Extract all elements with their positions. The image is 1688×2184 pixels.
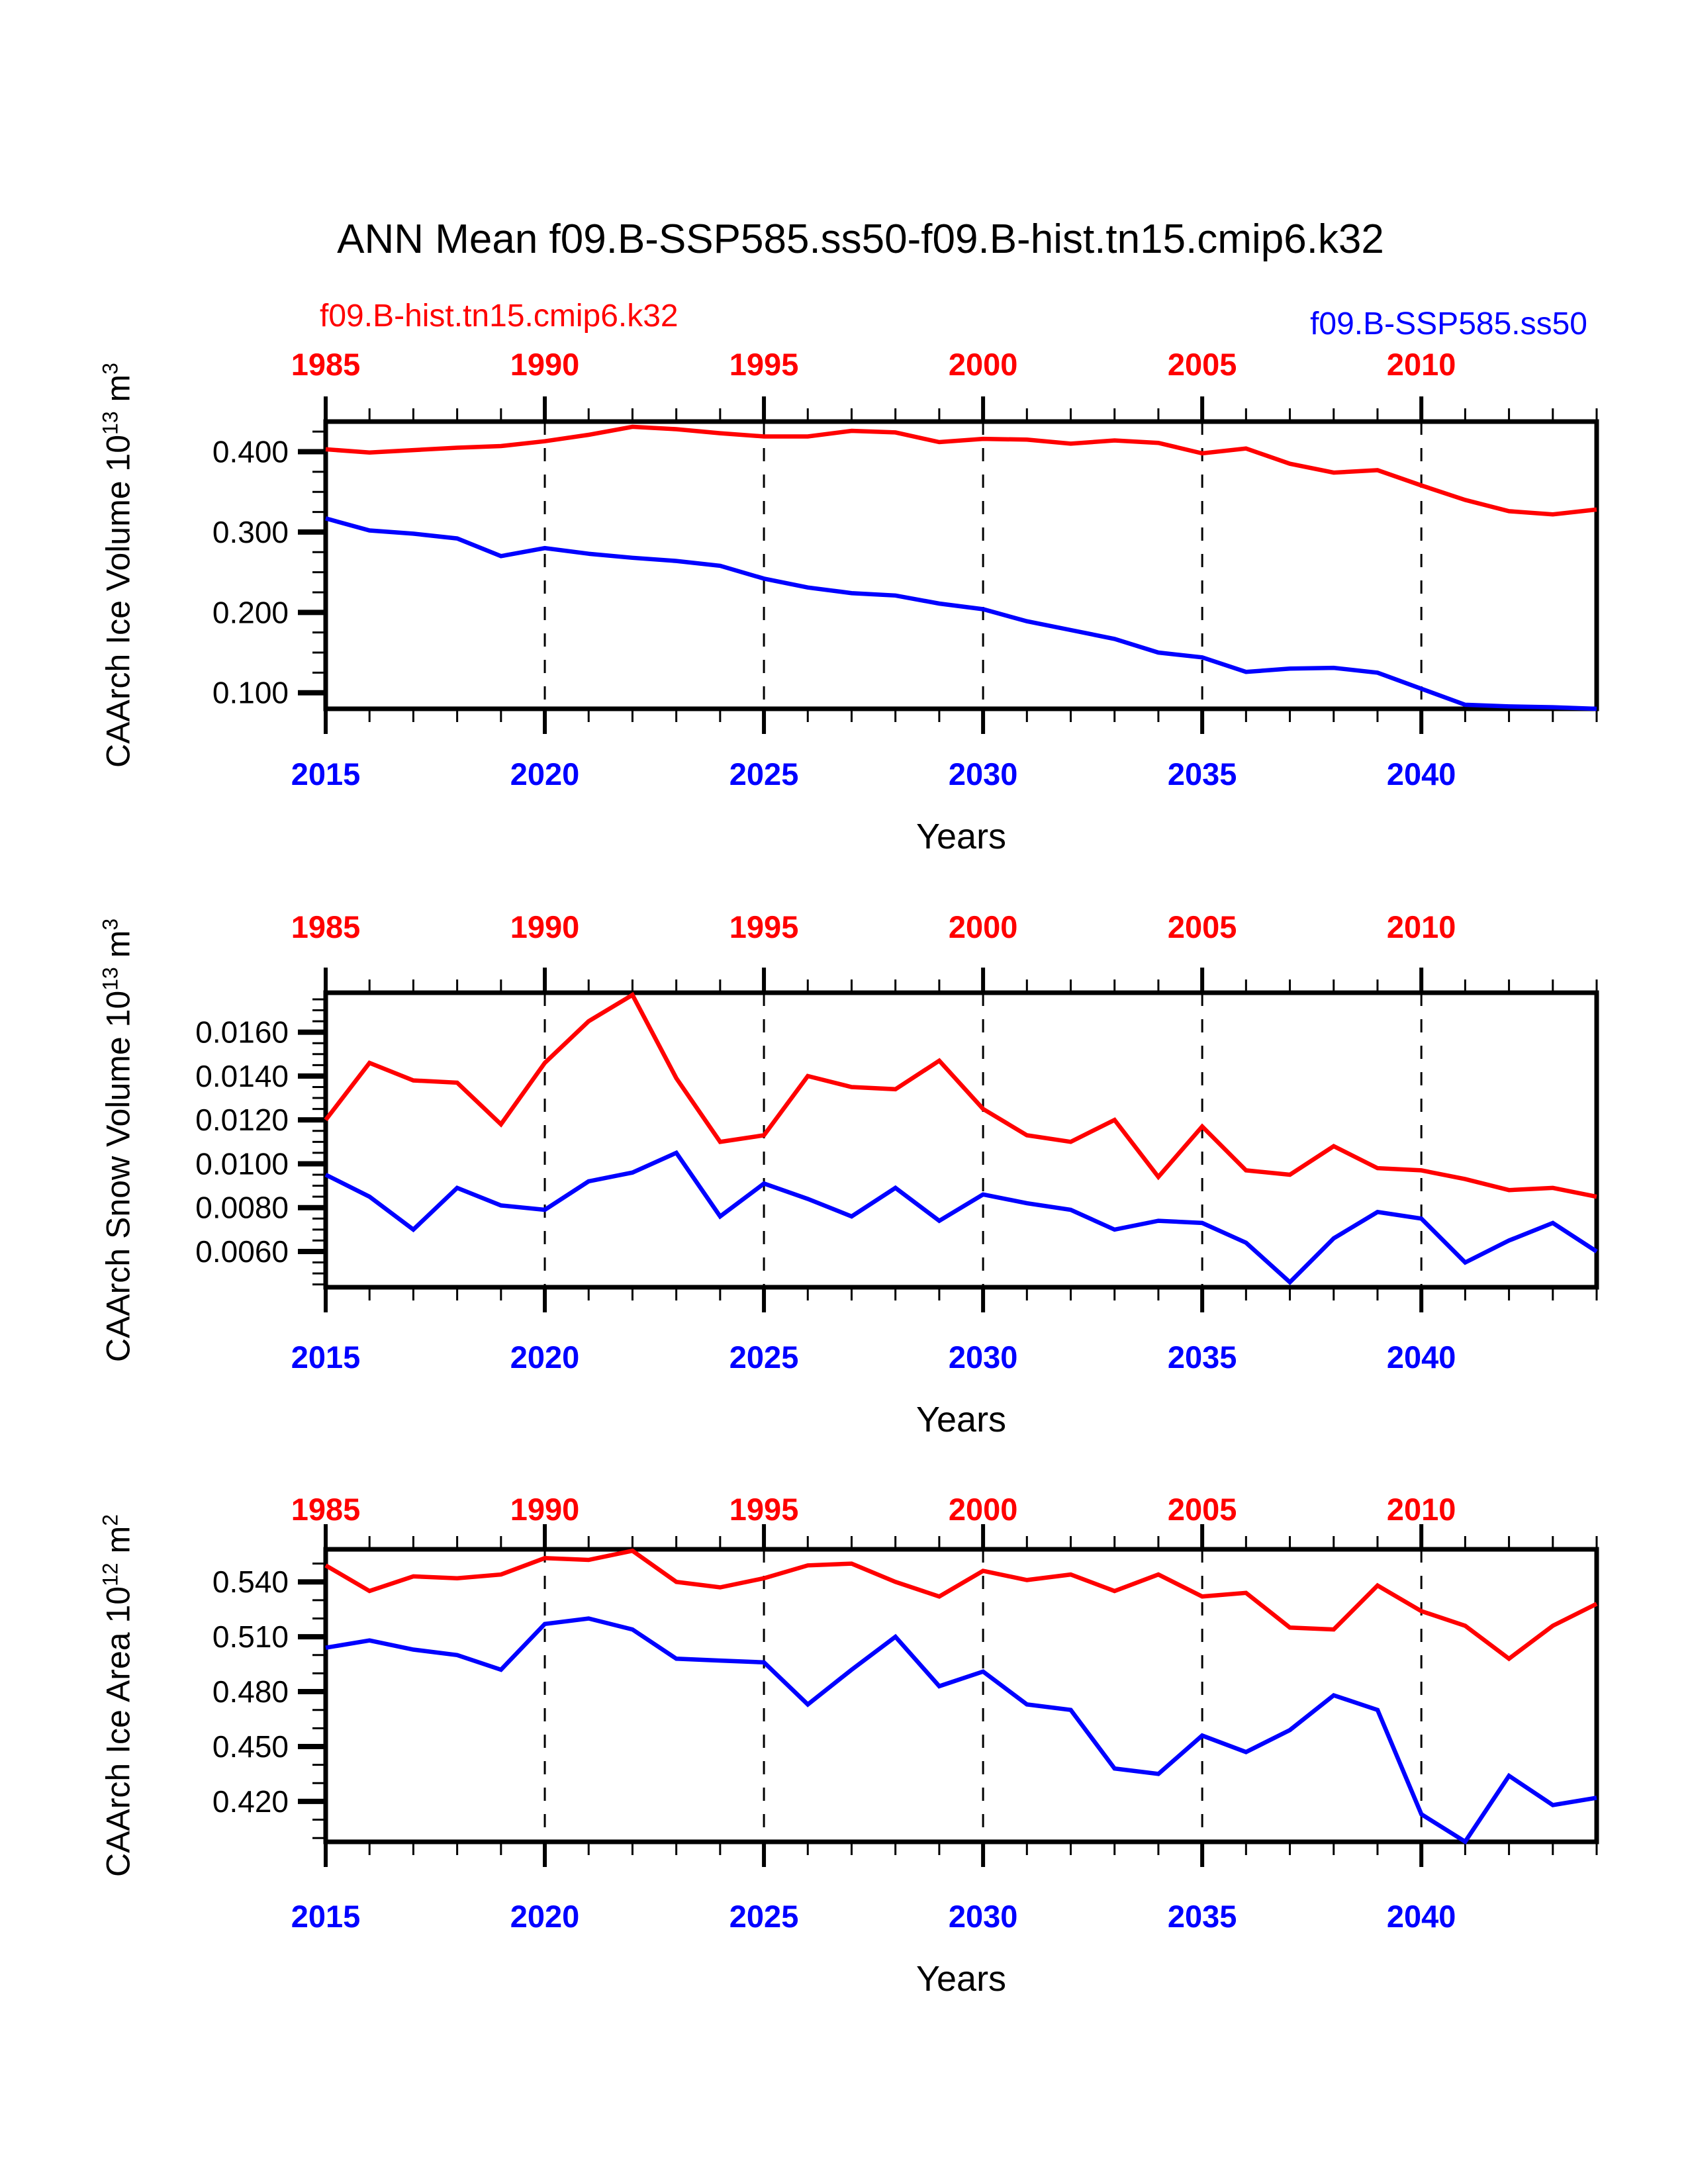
x-axis-title: Years [915,1959,1007,1999]
series-line-ssp [326,1153,1597,1283]
top-axis-year-label: 1995 [729,909,799,944]
bottom-axis-year-label: 2020 [510,1899,580,1934]
ylabel-snow-volume: CAArch Snow Volume $10^{13}$ $m^3$ [98,918,137,1362]
top-axis-year-label: 1990 [510,347,580,382]
bottom-axis-year-label: 2025 [729,756,799,792]
y-tick-label: 0.0120 [195,1103,289,1138]
legend-hist-label: f09.B-hist.tn15.cmip6.k32 [320,298,679,334]
series-line-hist [326,995,1597,1197]
series-line-hist [326,1551,1597,1659]
top-axis-year-label: 1995 [729,1492,799,1527]
bottom-axis-year-label: 2025 [729,1899,799,1934]
bottom-axis-year-label: 2040 [1386,1340,1456,1375]
top-axis-year-label: 1985 [291,347,361,382]
x-axis-title: Years [915,817,1007,856]
bottom-axis-year-label: 2030 [948,1340,1018,1375]
bottom-axis-year-label: 2030 [948,756,1018,792]
y-tick-label: 0.100 [212,675,289,710]
plot-border [326,1549,1597,1842]
plot-border [326,422,1597,709]
top-axis-year-label: 1985 [291,909,361,944]
y-tick-label: 0.510 [212,1619,289,1655]
y-tick-label: 0.0160 [195,1015,289,1050]
bottom-axis-year-label: 2020 [510,1340,580,1375]
figure-title: ANN Mean f09.B-SSP585.ss50-f09.B-hist.tn15.cmip6.k32 [337,216,1384,262]
top-axis-year-label: 1990 [510,1492,580,1527]
series-line-hist [326,427,1597,514]
y-tick-label: 0.480 [212,1674,289,1709]
y-tick-label: 0.0060 [195,1234,289,1269]
top-axis-year-label: 2010 [1386,909,1456,944]
top-axis-year-label: 2010 [1386,347,1456,382]
bottom-axis-year-label: 2035 [1167,1899,1237,1934]
bottom-axis-year-label: 2015 [291,1899,361,1934]
y-tick-label: 0.0100 [195,1146,289,1181]
ylabel-ice-area: CAArch Ice Area $10^{12}$ $m^2$ [98,1514,137,1878]
bottom-axis-year-label: 2020 [510,756,580,792]
y-tick-label: 0.540 [212,1565,289,1600]
top-axis-year-label: 2005 [1167,1492,1237,1527]
top-axis-year-label: 2000 [948,347,1018,382]
bottom-axis-year-label: 2040 [1386,756,1456,792]
series-line-ssp [326,518,1597,709]
top-axis-year-label: 2005 [1167,909,1237,944]
y-tick-label: 0.200 [212,595,289,630]
bottom-axis-year-label: 2035 [1167,756,1237,792]
bottom-axis-year-label: 2025 [729,1340,799,1375]
plot-border [326,993,1597,1287]
series-line-ssp [326,1619,1597,1842]
y-tick-label: 0.300 [212,514,289,549]
y-tick-label: 0.0080 [195,1190,289,1225]
y-tick-label: 0.420 [212,1784,289,1819]
top-axis-year-label: 1995 [729,347,799,382]
top-axis-year-label: 2000 [948,1492,1018,1527]
top-axis-year-label: 1990 [510,909,580,944]
x-axis-title: Years [915,1400,1007,1439]
legend-ssp-label: f09.B-SSP585.ss50 [1310,306,1587,341]
top-axis-year-label: 1985 [291,1492,361,1527]
y-tick-label: 0.450 [212,1729,289,1764]
y-tick-label: 0.400 [212,434,289,469]
bottom-axis-year-label: 2030 [948,1899,1018,1934]
ylabel-ice-volume: CAArch Ice Volume $10^{13}$ $m^3$ [98,363,137,768]
bottom-axis-year-label: 2015 [291,756,361,792]
bottom-axis-year-label: 2035 [1167,1340,1237,1375]
top-axis-year-label: 2005 [1167,347,1237,382]
bottom-axis-year-label: 2015 [291,1340,361,1375]
bottom-axis-year-label: 2040 [1386,1899,1456,1934]
y-tick-label: 0.0140 [195,1058,289,1093]
top-axis-year-label: 2010 [1386,1492,1456,1527]
top-axis-year-label: 2000 [948,909,1018,944]
